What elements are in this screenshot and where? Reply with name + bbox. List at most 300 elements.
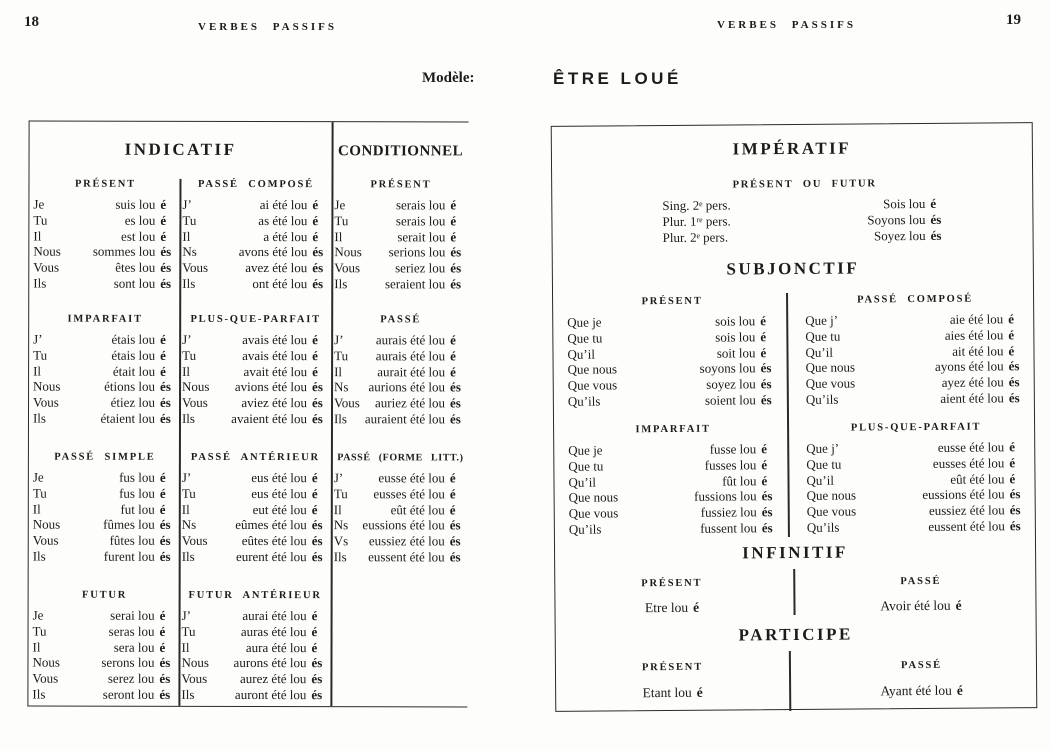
participle-ending: é bbox=[760, 329, 767, 345]
verb-form: aurai été lou bbox=[242, 607, 307, 624]
pronoun: Plur. 2ᵉ pers. bbox=[662, 229, 729, 246]
verb-form: avons été lou bbox=[238, 244, 308, 260]
participle-ending: és bbox=[1009, 502, 1021, 518]
verb-form: serions lou bbox=[388, 244, 446, 260]
section-conditionnel-passe bbox=[334, 314, 467, 427]
conjugation-row bbox=[33, 197, 177, 213]
verb-form: aurait été lou bbox=[377, 363, 446, 380]
participle-ending: és bbox=[450, 244, 462, 260]
conjugation-row bbox=[182, 228, 329, 244]
pronoun: Nous bbox=[33, 243, 61, 259]
verb-form: fussiez lou bbox=[700, 504, 757, 520]
verb-form: Soyons lou bbox=[867, 212, 926, 228]
participle-ending: é bbox=[449, 486, 456, 502]
infinitif-passe-form bbox=[804, 597, 1037, 615]
indicatif-conditionnel-rule bbox=[330, 122, 333, 706]
verb-form: aurez été lou bbox=[240, 671, 307, 687]
section-indicatif-imparfait bbox=[33, 314, 177, 427]
participle-ending: és bbox=[312, 244, 324, 260]
participle-ending: és bbox=[761, 488, 773, 504]
conjugation-row bbox=[334, 502, 467, 518]
participle-ending: é bbox=[311, 639, 318, 655]
participle-ending: és bbox=[450, 260, 462, 276]
participle-ending: é bbox=[312, 332, 318, 348]
verb-form: serai lou bbox=[110, 607, 155, 623]
verb-form: eusse été lou bbox=[378, 470, 445, 486]
conjugation-row bbox=[567, 329, 777, 346]
verb-form: aviez été lou bbox=[241, 395, 308, 411]
pronoun: Sing. 2ᵉ pers. bbox=[662, 197, 731, 214]
participle-ending: é bbox=[450, 332, 456, 348]
tense-label: PRÉSENT bbox=[641, 295, 703, 308]
verb-form: eût été lou bbox=[390, 501, 445, 518]
pronoun: Ns bbox=[182, 244, 197, 260]
conjugation-row bbox=[182, 624, 329, 640]
section-indicatif-passe-compose bbox=[182, 179, 329, 292]
verb-form: seriez lou bbox=[395, 260, 446, 276]
verb-form: es lou bbox=[124, 212, 156, 228]
right-page-table bbox=[551, 122, 1038, 712]
conjugation-row bbox=[33, 623, 177, 639]
verb-form: eussions été lou bbox=[922, 486, 1005, 503]
conjugation-row bbox=[33, 228, 177, 244]
verb-form: suis lou bbox=[115, 196, 156, 212]
pronoun: Il bbox=[32, 639, 41, 655]
verb-form: serez lou bbox=[107, 670, 155, 686]
pronoun: Tu bbox=[333, 485, 348, 502]
conjugation-row bbox=[33, 608, 177, 624]
pronoun: Ils bbox=[32, 410, 47, 426]
pronoun: Vous bbox=[33, 394, 59, 410]
verb-form: soyez lou bbox=[706, 376, 756, 392]
participle-ending: és bbox=[159, 671, 171, 687]
verb-form: fut lou bbox=[120, 501, 155, 517]
verb-form: eût été lou bbox=[950, 470, 1005, 487]
tense-label: IMPARFAIT bbox=[67, 313, 143, 325]
participle-ending: és bbox=[449, 533, 461, 549]
conjugation-row bbox=[182, 379, 329, 395]
model-label: Modèle: bbox=[422, 70, 475, 86]
tense-label: PLUS-QUE-PARFAIT bbox=[190, 313, 321, 326]
conjugation-row bbox=[33, 395, 177, 411]
verb-form: eussiez été lou bbox=[928, 502, 1005, 519]
participle-ending: és bbox=[311, 533, 323, 549]
pronoun: Nous bbox=[334, 244, 362, 260]
verb-form: aies été lou bbox=[944, 327, 1004, 343]
section-indicatif-present bbox=[33, 179, 177, 292]
pronoun: Qu’ils bbox=[568, 521, 602, 537]
conjugation-row bbox=[182, 244, 329, 260]
conjugation-row bbox=[568, 361, 778, 378]
verb-form: sommes lou bbox=[92, 244, 156, 260]
pronoun: Il bbox=[181, 639, 190, 655]
pronoun: Vs bbox=[333, 533, 349, 549]
pronoun: Je bbox=[33, 196, 45, 212]
verb-form: sera lou bbox=[113, 639, 155, 655]
conjugation-row bbox=[334, 380, 467, 396]
conjugation-row bbox=[807, 502, 1027, 520]
verb-form: eussiez été lou bbox=[368, 533, 445, 549]
participle-ending: é bbox=[450, 213, 457, 229]
verb-form: fus lou bbox=[119, 485, 155, 501]
pronoun: Qu’ils bbox=[805, 391, 839, 407]
running-header-right: VERBES PASSIFS bbox=[717, 19, 856, 31]
verb-form: Avoir été lou bbox=[880, 597, 951, 614]
section-indicatif-passe-simple bbox=[33, 452, 177, 565]
participle-ending: é bbox=[1008, 327, 1015, 343]
participle-ending: és bbox=[160, 275, 172, 291]
tense-label: FUTUR ANTÉRIEUR bbox=[188, 589, 322, 602]
conjugation-row bbox=[181, 639, 328, 655]
pronoun: Tu bbox=[32, 623, 47, 639]
verb-form: seraient lou bbox=[384, 276, 446, 292]
participle-ending: é bbox=[160, 196, 167, 212]
pronoun: Vous bbox=[32, 670, 59, 686]
conjugation-row bbox=[182, 260, 329, 276]
verb-form: eusses été lou bbox=[932, 455, 1005, 471]
participle-ending: és bbox=[761, 504, 773, 520]
verb-form: ont été lou bbox=[252, 275, 308, 292]
participle-ending: é bbox=[311, 485, 318, 501]
participle-ending: é bbox=[160, 228, 167, 244]
pronoun: Qu’il bbox=[805, 344, 834, 360]
verb-form: aura été lou bbox=[245, 639, 307, 655]
participle-ending: é bbox=[1008, 342, 1015, 358]
participe-present-label: PRÉSENT bbox=[641, 661, 704, 674]
pronoun: Tu bbox=[334, 347, 349, 364]
conjugation-row bbox=[334, 518, 467, 534]
participle-ending: é bbox=[760, 313, 767, 329]
pronoun: J’ bbox=[334, 332, 344, 348]
verb-form: était lou bbox=[112, 363, 156, 379]
conditionnel-title: CONDITIONNEL bbox=[337, 143, 464, 160]
participle-ending: és bbox=[450, 276, 462, 292]
verb-form: fussent lou bbox=[700, 520, 757, 536]
participle-ending: é bbox=[159, 485, 166, 501]
conjugation-row bbox=[805, 343, 1025, 361]
participle-ending: é bbox=[311, 608, 318, 624]
conjugation-row bbox=[182, 411, 329, 427]
conjugation-row bbox=[182, 549, 329, 565]
conjugation-row bbox=[334, 245, 467, 261]
conjugation-row bbox=[568, 376, 778, 393]
pronoun: Tu bbox=[33, 347, 48, 363]
conjugation-row bbox=[663, 228, 948, 246]
pronoun: Ils bbox=[181, 548, 195, 564]
conjugation-row bbox=[33, 517, 177, 533]
infinitif-passe-label: PASSÉ bbox=[900, 575, 942, 588]
pronoun: Vous bbox=[181, 533, 208, 549]
participe-present-form bbox=[556, 684, 789, 702]
conjugation-row bbox=[182, 470, 329, 486]
participle-ending: és bbox=[160, 395, 171, 411]
participle-ending: é bbox=[312, 347, 318, 363]
pronoun: Que nous bbox=[805, 359, 856, 376]
conjugation-row bbox=[32, 639, 176, 655]
pronoun: Nous bbox=[182, 379, 210, 395]
conjugation-row bbox=[569, 489, 779, 506]
verb-form: as été lou bbox=[258, 212, 308, 228]
verb-form: Sois lou bbox=[883, 195, 926, 212]
participle-ending: é bbox=[312, 212, 319, 228]
pronoun: Tu bbox=[33, 212, 48, 228]
pronoun: J’ bbox=[181, 469, 192, 485]
pronoun: Nous bbox=[32, 654, 60, 670]
participle-ending: és bbox=[311, 411, 323, 427]
verb-form: eussent été lou bbox=[368, 549, 445, 565]
section-subjonctif-passe-compose bbox=[805, 293, 1026, 408]
conjugation-row bbox=[806, 374, 1026, 392]
pronoun: Ils bbox=[333, 411, 348, 427]
verb-form: aurons été lou bbox=[233, 655, 307, 671]
participle-ending: és bbox=[930, 228, 942, 244]
conjugation-row bbox=[182, 486, 329, 502]
section-imperatif-present-ou-futur bbox=[662, 178, 948, 247]
pronoun: Je bbox=[32, 607, 44, 623]
indicatif-title: INDICATIF bbox=[124, 139, 237, 159]
participle-ending: é bbox=[159, 501, 166, 517]
participle-ending: é bbox=[449, 502, 456, 518]
pronoun: Ns bbox=[181, 517, 197, 533]
verb-form: eut été lou bbox=[252, 501, 307, 517]
verb-form: étais lou bbox=[111, 331, 156, 347]
pronoun: J’ bbox=[182, 196, 192, 212]
conjugation-row bbox=[334, 533, 467, 549]
pronoun: Que vous bbox=[568, 505, 619, 521]
conjugation-row bbox=[334, 395, 467, 411]
participle-ending: é bbox=[692, 599, 700, 615]
participle-ending: és bbox=[160, 260, 172, 276]
verb-form: soyons lou bbox=[699, 360, 756, 377]
tense-label: PASSÉ ANTÉRIEUR bbox=[190, 451, 320, 464]
participle-ending: és bbox=[311, 687, 323, 703]
participle-ending: és bbox=[312, 379, 323, 395]
pronoun: Que nous bbox=[568, 489, 619, 506]
verb-form: seront lou bbox=[102, 686, 155, 702]
participle-ending: és bbox=[159, 548, 171, 564]
participle-ending: és bbox=[1008, 390, 1020, 406]
conjugation-row bbox=[33, 212, 177, 228]
participle-ending: é bbox=[1009, 439, 1016, 455]
participle-ending: é bbox=[449, 470, 456, 486]
conjugation-row bbox=[33, 533, 177, 549]
participe-passe-form bbox=[805, 682, 1038, 700]
verb-form: étais lou bbox=[111, 347, 156, 363]
verb-form: eûtes été lou bbox=[241, 533, 307, 549]
pronoun: Qu’il bbox=[568, 474, 597, 490]
verb-form: aurais été lou bbox=[375, 348, 446, 364]
pronoun: Vous bbox=[334, 260, 361, 276]
participle-ending: és bbox=[450, 395, 461, 411]
participle-ending: és bbox=[159, 533, 171, 549]
verb-form: avais été lou bbox=[242, 347, 308, 363]
verb-form: serait lou bbox=[397, 228, 446, 245]
verb-form: avais été lou bbox=[242, 331, 308, 348]
pronoun: Nous bbox=[32, 516, 61, 532]
conjugation-row bbox=[568, 457, 778, 474]
conjugation-row bbox=[33, 276, 177, 292]
subjonctif-column-rule bbox=[786, 293, 790, 537]
conjugation-row bbox=[33, 411, 177, 427]
infinitif-present-form bbox=[555, 599, 788, 617]
section-conditionnel-passe-forme-litt bbox=[334, 452, 467, 565]
section-indicatif-plus-que-parfait bbox=[182, 314, 329, 427]
verb-form: êtes lou bbox=[115, 259, 156, 275]
verb-form: seras lou bbox=[108, 623, 155, 639]
conjugation-row bbox=[33, 549, 177, 565]
verb-form: soient lou bbox=[704, 392, 756, 408]
verb-form: fussions lou bbox=[694, 488, 757, 505]
conjugation-row bbox=[182, 395, 329, 411]
conjugation-row bbox=[33, 379, 177, 395]
conjugation-row bbox=[33, 363, 177, 379]
conjugation-row bbox=[334, 486, 467, 502]
pronoun: Que nous bbox=[806, 487, 857, 504]
running-header-left: VERBES PASSIFS bbox=[198, 21, 337, 33]
pronoun: Il bbox=[334, 228, 343, 244]
pronoun: Ils bbox=[334, 276, 348, 292]
verb-form: serais lou bbox=[395, 213, 446, 229]
verb-form: auras été lou bbox=[240, 623, 307, 639]
section-subjonctif-plus-que-parfait bbox=[806, 421, 1027, 536]
pronoun: Tu bbox=[182, 347, 197, 363]
tense-label: PASSÉ SIMPLE bbox=[54, 451, 156, 463]
verb-form: fusse lou bbox=[709, 441, 757, 457]
verb-form: auront été lou bbox=[234, 686, 307, 703]
pronoun: Ils bbox=[181, 410, 196, 426]
participle-ending: és bbox=[159, 517, 171, 533]
conjugation-row bbox=[805, 327, 1025, 345]
participle-ending: é bbox=[159, 639, 166, 655]
verb-form: ayez été lou bbox=[941, 374, 1004, 391]
pronoun: Que tu bbox=[806, 456, 842, 472]
participle-ending: é bbox=[956, 682, 963, 698]
participle-ending: é bbox=[159, 607, 166, 623]
verb-form: a été lou bbox=[263, 228, 308, 244]
conjugation-row bbox=[334, 549, 467, 565]
participle-ending: é bbox=[930, 195, 937, 211]
participle-ending: és bbox=[1008, 358, 1020, 374]
tense-label: PASSÉ COMPOSÉ bbox=[197, 178, 314, 191]
model-verb-title: ÊTRE LOUÉ bbox=[553, 69, 682, 88]
section-conditionnel-present bbox=[334, 179, 467, 292]
conjugation-row bbox=[334, 470, 467, 486]
conjugation-row bbox=[182, 213, 329, 229]
participle-ending: és bbox=[311, 671, 323, 687]
section-indicatif-futur-anterieur bbox=[181, 590, 328, 703]
pronoun: Vous bbox=[334, 395, 360, 411]
conjugation-row bbox=[33, 501, 177, 517]
verb-form: étaient lou bbox=[100, 410, 156, 426]
pronoun: J’ bbox=[333, 470, 344, 486]
pronoun: Que je bbox=[567, 314, 602, 330]
participle-ending: és bbox=[449, 517, 461, 533]
verb-form: fus lou bbox=[119, 469, 155, 485]
participe-passe-label: PASSÉ bbox=[900, 659, 942, 672]
verb-form: eûmes été lou bbox=[235, 517, 307, 533]
conjugation-row bbox=[33, 244, 177, 260]
verb-form: ai été lou bbox=[259, 197, 308, 213]
verb-form: serons lou bbox=[101, 655, 155, 671]
pronoun: Il bbox=[181, 501, 190, 517]
verb-form: sont lou bbox=[113, 275, 156, 291]
pronoun: Tu bbox=[334, 212, 349, 229]
conjugation-row bbox=[334, 260, 467, 276]
tense-label: FUTUR bbox=[82, 589, 128, 601]
conjugation-row bbox=[181, 671, 328, 687]
participle-ending: és bbox=[449, 549, 461, 565]
participle-ending: és bbox=[760, 376, 772, 392]
verb-form: ayons été lou bbox=[934, 358, 1004, 375]
conjugation-row bbox=[334, 213, 467, 229]
conjugation-row bbox=[33, 470, 177, 486]
subjonctif-title: SUBJONCTIF bbox=[726, 258, 860, 279]
participle-ending: é bbox=[160, 212, 167, 228]
conjugation-row bbox=[334, 229, 467, 245]
participle-ending: és bbox=[312, 260, 324, 276]
conjugation-row bbox=[806, 471, 1026, 489]
participle-ending: és bbox=[760, 392, 772, 408]
conjugation-row bbox=[181, 687, 328, 703]
pronoun: Je bbox=[334, 197, 346, 213]
conjugation-row bbox=[806, 439, 1026, 457]
verb-form: fûtes lou bbox=[109, 532, 155, 548]
verb-form: eus été lou bbox=[251, 470, 307, 486]
conjugation-row bbox=[805, 311, 1025, 329]
verb-form: aurions été lou bbox=[368, 379, 446, 395]
participle-ending: é bbox=[761, 441, 768, 457]
pronoun: Il bbox=[182, 363, 191, 379]
verb-form: Ayant été lou bbox=[880, 682, 952, 699]
pronoun: Vous bbox=[181, 671, 208, 687]
verb-form: aurais été lou bbox=[375, 332, 446, 348]
verb-form: furent lou bbox=[103, 548, 155, 564]
conjugation-row bbox=[334, 348, 467, 364]
conjugation-row bbox=[32, 655, 176, 671]
participle-ending: é bbox=[312, 363, 318, 379]
tense-label: PRÉSENT OU FUTUR bbox=[732, 178, 877, 191]
infinitif-present-label: PRÉSENT bbox=[641, 577, 703, 590]
participle-ending: é bbox=[160, 347, 166, 363]
conjugation-row bbox=[182, 363, 329, 379]
conjugation-row bbox=[334, 364, 467, 380]
conjugation-row bbox=[334, 276, 467, 292]
participle-ending: é bbox=[160, 363, 166, 379]
pronoun: Que j’ bbox=[805, 312, 839, 328]
conjugation-row bbox=[334, 197, 467, 213]
pronoun: Que vous bbox=[567, 377, 618, 393]
pronoun: Vous bbox=[182, 260, 209, 276]
pronoun: Vous bbox=[182, 395, 208, 411]
section-subjonctif-imparfait bbox=[568, 423, 779, 537]
participle-ending: é bbox=[312, 228, 319, 244]
conjugation-row bbox=[33, 332, 177, 348]
tense-label: PLUS-QUE-PARFAIT bbox=[850, 421, 982, 434]
pronoun: Il bbox=[334, 363, 343, 379]
conjugation-row bbox=[182, 501, 329, 517]
conjugation-row bbox=[182, 348, 329, 364]
participle-ending: é bbox=[160, 331, 166, 347]
verb-form: aient été lou bbox=[940, 390, 1004, 406]
participle-ending: é bbox=[450, 364, 456, 380]
verb-form: étions lou bbox=[104, 379, 156, 395]
pronoun: Il bbox=[333, 501, 342, 517]
participle-ending: és bbox=[159, 686, 171, 702]
verb-form: eussions été lou bbox=[362, 517, 445, 533]
pronoun: Ils bbox=[182, 275, 196, 291]
page-number-left: 18 bbox=[24, 14, 39, 30]
tense-label: PRÉSENT bbox=[74, 178, 137, 190]
